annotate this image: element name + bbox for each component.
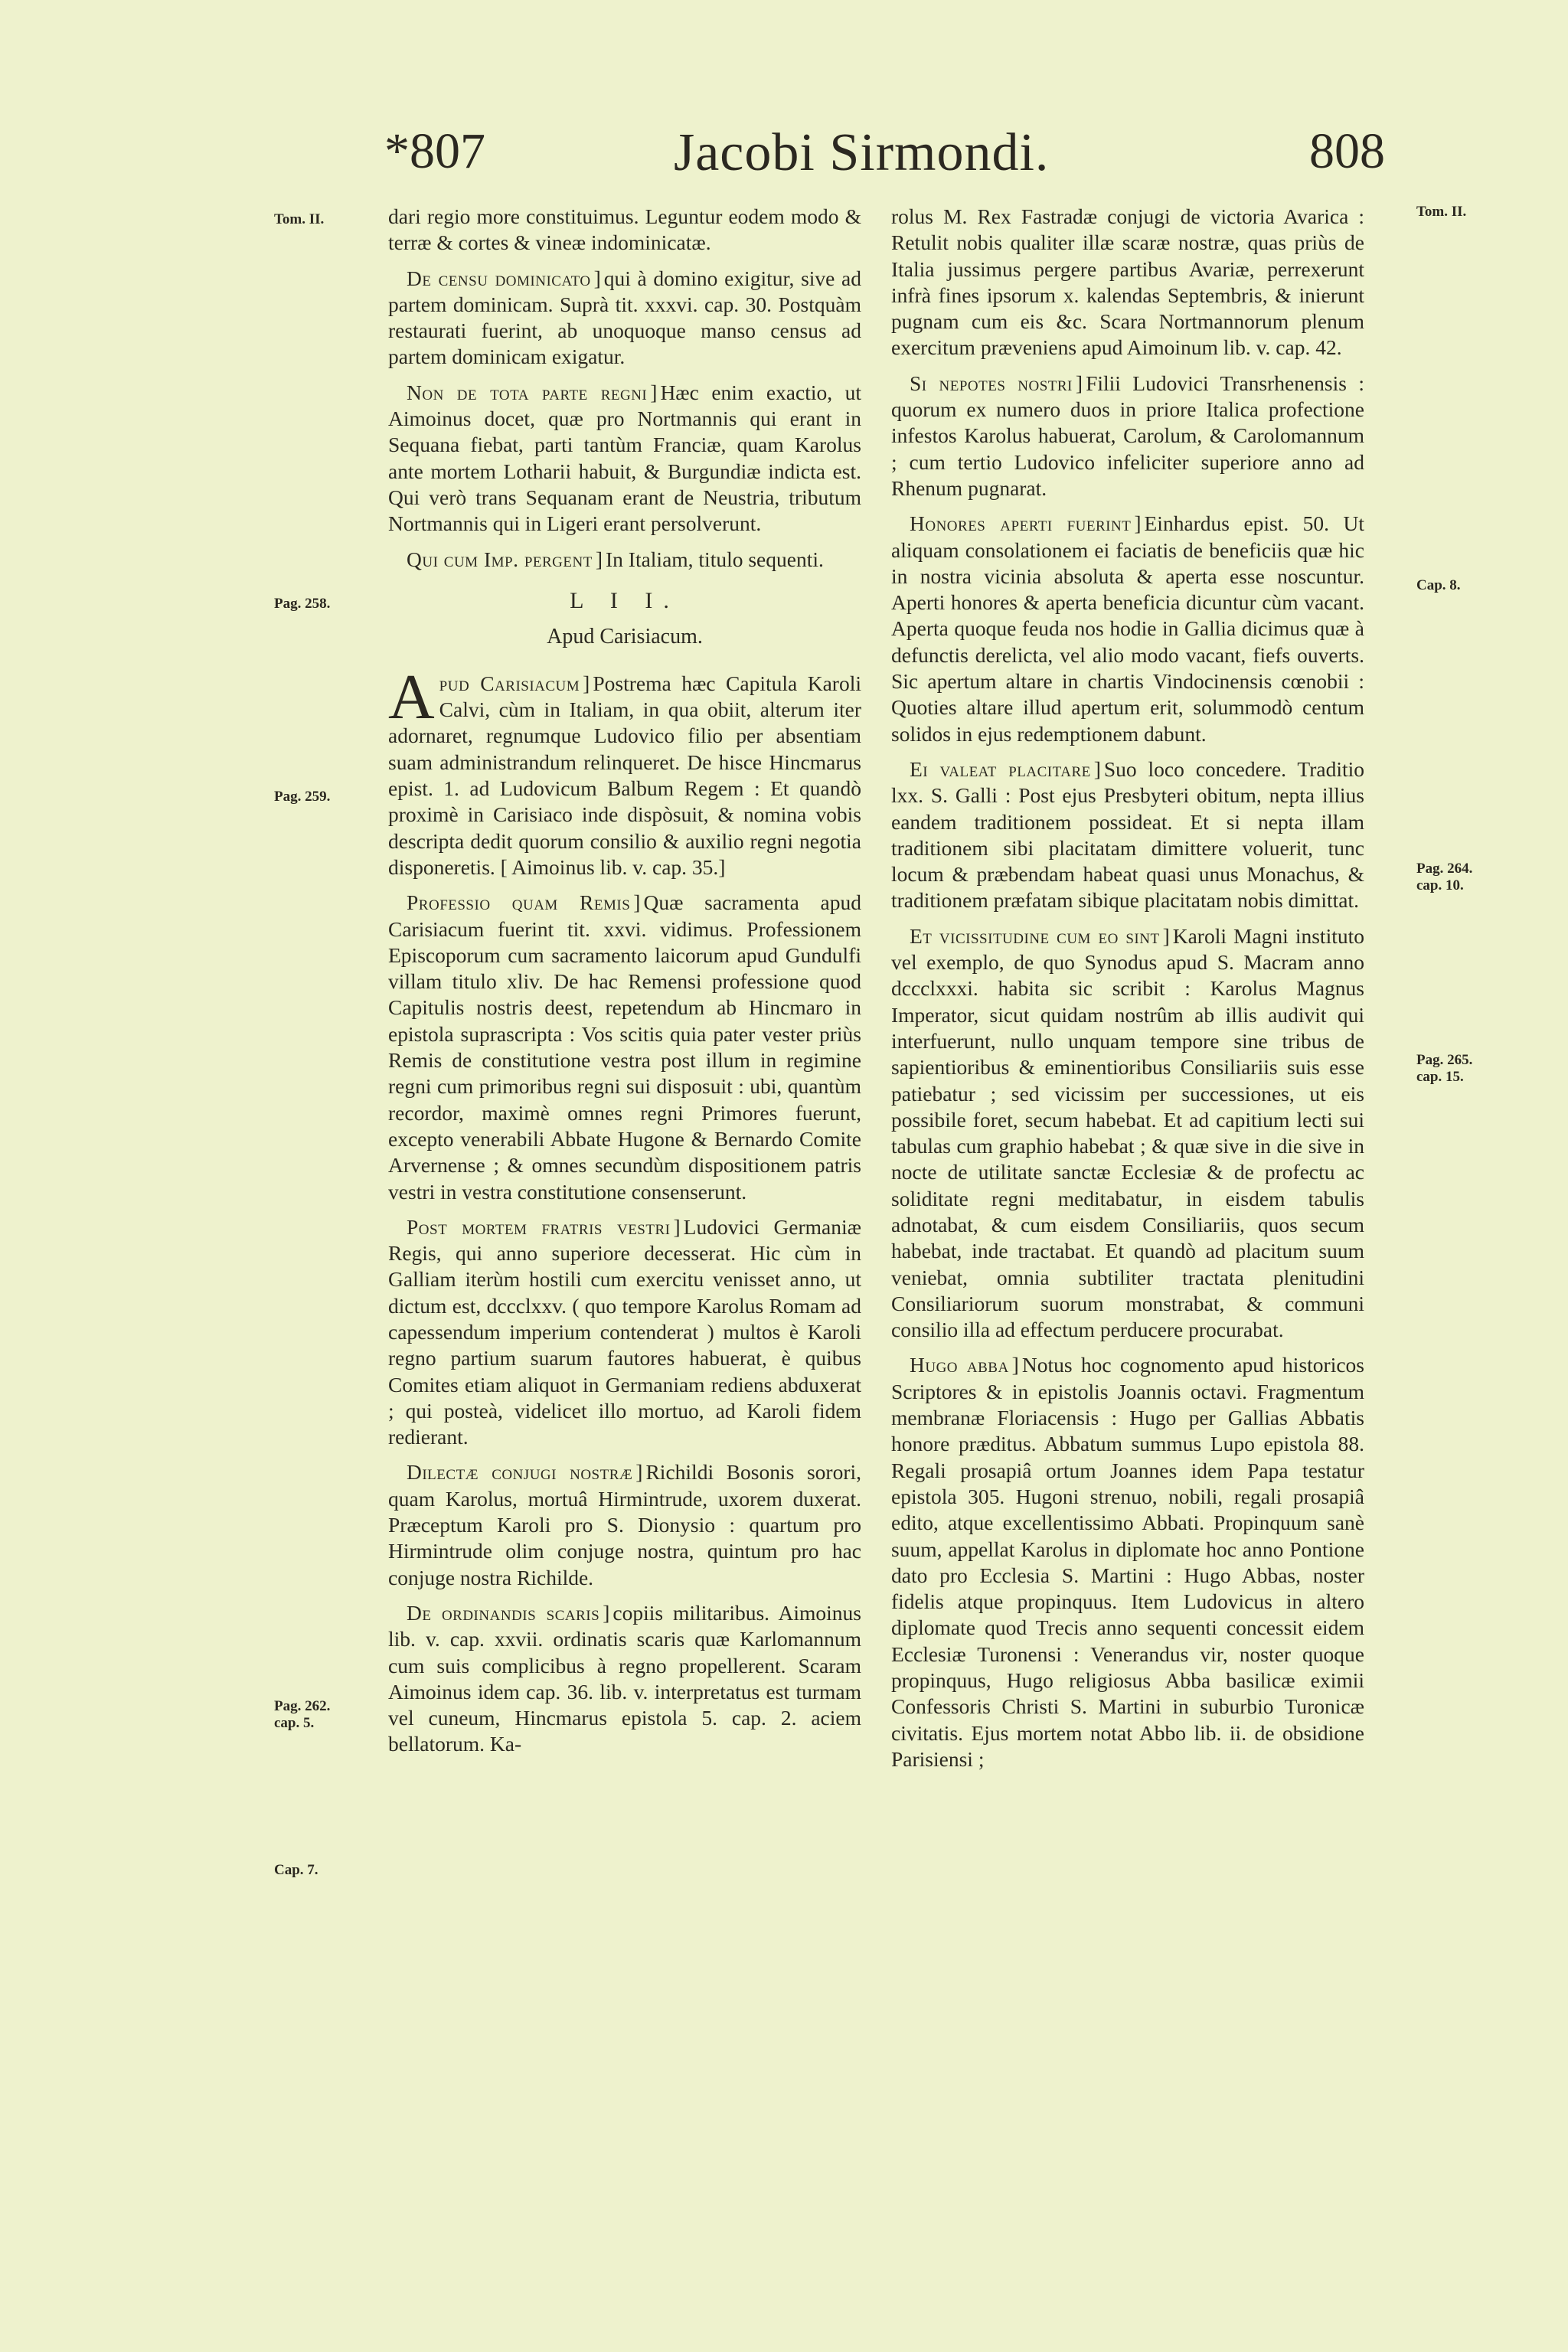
commentary-entry: De censu dominicato ] qui à domino exigitur, sive ad partem dominicam. Suprà tit. xxxvi. cap. 30. Postquàm restaurati fuerint, ab unoquoque manso census ad partem dominicam exigatur. [388, 266, 861, 369]
lemma: Ei valeat placitare [910, 756, 1091, 781]
lemma: De censu dominicato [407, 266, 591, 290]
commentary-entry: rolus M. Rex Fastradæ conjugi de victoria Avarica : Retulit nobis qualiter illæ scaræ nostræ, quas priùs de Italia jussimus pergere partibus Avariæ, perrexerunt infrà fines ipsorum x. kalendas Septembris, & inierunt pugnam cum eis &c. Scara Nortmannorum plenum exercitum præveniens apud Aimoinum lib. v. cap. 42. [891, 204, 1364, 360]
commentary-entry: Post mortem fratris vestri ] Ludovici Germaniæ Regis, qui anno superiore decesserat. Hic cùm in Galliam iterùm hostili cum exercitu venisset anno, ut dictum est, dccclxxv. ( quo tempore Karolus Romam ad capessendum imperium contenderat ) multos è Karoli regno partium suarum fautores habuerat, è quibus Comites etiam aliquot in Germaniam rediens abduxerat ; qui posteà, videlicet illo mortuo, ad Karoli fidem redierant. [388, 1214, 861, 1449]
commentary-entry: Professio quam Remis ] Quæ sacramenta apud Carisiacum fuerint tit. xxvi. vidimus. Professionem Episcoporum cum sacramento laicorum apud Gundulfi villam titulo xliv. De hac Remensi professione quod Capitulis nostris deest, repetendum ab Hincmaro in epistola suprascripta : Vos scitis quia pater vester priùs Remis de constitutione vestra post illum in regimine regni cum primoribus regni sui disposuit : ubi, quantùm recordor, maximè omnes regni Primores fuerunt, excepto venerabili Abbate Hugone & Bernardo Comite Arvernense ; & omnes secundùm dispositionem patris vestri in vestra constitutione consenserunt. [388, 890, 861, 1204]
drop-cap: A [388, 661, 435, 733]
page-header [0, 122, 1568, 191]
margin-note: Pag. 259. [274, 789, 331, 805]
lemma: Si nepotes nostri [910, 371, 1073, 395]
running-title: Jacobi Sirmondi. [674, 123, 1050, 182]
lemma: Post mortem fratris vestri [407, 1214, 671, 1239]
commentary-entry: Dilectæ conjugi nostræ ] Richildi Bosonis sorori, quam Karolus, mortuâ Hirmintrude, uxorem duxerat. Præceptum Karoli pro S. Dionysio : quartum pro Hirmintrude olim conjuge nostra, quintum pro hac conjuge nostra Richilde. [388, 1460, 861, 1589]
lemma: Dilectæ conjugi nostræ [407, 1460, 633, 1485]
margin-note: Pag. 258. [274, 596, 331, 612]
lemma: Professio quam Remis [407, 890, 631, 915]
lemma: pud Carisiacum [439, 671, 580, 695]
page-number-left: *807 [384, 123, 485, 179]
left-text-column [388, 204, 861, 1767]
commentary-entry: dari regio more constituimus. Leguntur eodem modo & terræ & cortes & vineæ indominicatæ. [388, 204, 861, 255]
commentary-entry: De ordinandis scaris ] copiis militaribus. Aimoinus lib. v. cap. xxvii. ordinatis scaris quæ Karlomannum cum suis complicibus à regno propellerent. Scaram Aimoinus idem cap. 36. lib. v. interpretatus est turmam vel cuneum, Hincmarus epistola 5. cap. 2. aciem bellatorum. Ka- [388, 1600, 862, 1756]
margin-note: Pag. 262. cap. 5. [274, 1698, 331, 1731]
commentary-entry: Honores aperti fuerint ] Einhardus epist. 50. Ut aliquam consolationem ei faciatis de beneficiis quæ hic in nostra vicinia absoluta & aperta esse noscuntur. Aperti honores & aperta beneficia dicuntur cùm vacant. Aperta quoque feuda nos hodie in Gallia dicimus quæ à defunctis derelicta, vel alio modo vacant, fiefs ouverts. Sic apertum altare in chartis Vindocinensis cœnobii : Quoties altare illud apertum erit, solummodò centum solidos in ejus redemptionem dabunt. [891, 511, 1364, 746]
lemma: Honores aperti fuerint [910, 511, 1132, 536]
section-subtitle: Apud Carisiacum. [547, 624, 703, 648]
commentary-entry: Et vicissitudine cum eo sint ] Karoli Magni instituto vel exemplo, de quo Synodus apud S. Macram anno dccclxxxi. habita sic scribit : Karolus Magnus Imperator, sicut quidam nostrûm ab illis audivit qui interfuerunt, nullo unquam tempore sine tribus de sapientioribus & eminentioribus Consiliariis suis esse patiebatur ; sed vicissim per successiones, ut eis possibile foret, secum habebat. Et ad capitium lecti sui tabulas cum graphio habebat ; & quæ sive in die sive in nocte de utilitate sanctæ Ecclesiæ & de profectu ac soliditate regni meditabatur, in eisdem tabulis adnotabat, & cum eisdem Consiliariis, quos secum habebat, inde tractabat. Et quandò ad placitum suum veniebat, omnia subtiliter tractata plenitudini Consiliariorum suorum monstrabat, & communi consilio illa ad effectum perducere procurabat. [891, 923, 1364, 1342]
commentary-entry: Si nepotes nostri ] Filii Ludovici Transrhenensis : quorum ex numero duos in priore Italica profectione infestos Karolus habuerat, Carolum, & Carolomannum ; cum tertio Ludovico infeliciter superiore anno ad Rhenum pugnarat. [891, 371, 1364, 500]
lemma: Non de tota parte regni [407, 380, 648, 404]
commentary-entry: Qui cum Imp. pergent ] In Italiam, titulo sequenti. [407, 547, 824, 571]
commentary-entry: Apud Carisiacum ] Postrema hæc Capitula Karoli Calvi, cùm in Italiam, in qua obiit, alterum iter adornaret, regnumque Ludovico filio per absentiam suam administrandum relinqueret. De hisce Hincmarus epist. 1. ad Ludovicum Balbum Regem : Et quandò proximè in Carisiaco inde dispòsuit, & nomina vobis descripta dedit quorum consilio & auxilio regni negotia disponeretis. [ Aimoinus lib. v. cap. 35.] [388, 661, 861, 879]
margin-note: Cap. 8. [1416, 577, 1461, 593]
commentary-entry: Hugo abba ] Notus hoc cognomento apud historicos Scriptores & in epistolis Joannis octavi. Fragmentum membranæ Floriacensis : Hugo per Gallias Abbatis honore præditus. Abbatum summus Lupo epistola 88. Regali prosapiâ ortum Joannes idem Papa testatur epistola 305. Hugoni strenuo, nobili, regali prosapiâ edito, atque excellentissimo Abbati. Propinquum sanè suum, appellat Karolus in diplomate hoc anno Pontione dato pro Ecclesia S. Martini : Hugo Abbas, noster fidelis atque propinquus. Item Ludovicus in altero diplomate quod Trecis anno sequenti concessit eidem Ecclesiæ Turonensi : Venerandus vir, noster quoque propinquus, Hugo religiosus Abba basilicæ eximii Confessoris Christi S. Martini in suburbio Turonicæ civitatis. Ejus mortem notat Abbo lib. ii. de obsidione Parisiensi ; [891, 1353, 1365, 1771]
lemma: Qui cum Imp. pergent [407, 547, 593, 571]
section-number: L I I. [570, 587, 680, 613]
lemma: De ordinandis scaris [407, 1600, 600, 1625]
right-text-column [891, 204, 1364, 1782]
commentary-entry: Non de tota parte regni ] Hæc enim exactio, ut Aimoinus docet, quæ pro Nortmannis qui erant in Sequana fiebat, parti tantùm Franciæ, quam Karolus ante mortem Lotharii habuit, & Burgundiæ indicta est. Qui verò trans Sequanam erant de Neustria, tributum Nortmannis qui in Ligeri erant persolverunt. [388, 380, 861, 536]
margin-note: Tom. II. [1416, 204, 1467, 220]
margin-note: Tom. II. [274, 211, 325, 227]
page-number-right: 808 [1309, 123, 1385, 179]
commentary-entry: Ei valeat placitare ] Suo loco concedere. Traditio lxx. S. Galli : Post ejus Presbyteri obitum, nepta illius eandem traditionem possideat. Et si nepta illam traditionem sibi placitatam dimittere voluerit, tunc locum & præbendam habeat quasi unus Monachus, & traditionem præfatam sibique placitatam nobis dimittat. [891, 756, 1364, 913]
margin-note: Pag. 264. cap. 10. [1416, 861, 1473, 893]
lemma: Hugo abba [910, 1353, 1009, 1377]
margin-note: Pag. 265. cap. 15. [1416, 1052, 1473, 1085]
lemma: Et vicissitudine cum eo sint [910, 923, 1160, 948]
margin-note: Cap. 7. [274, 1862, 318, 1878]
